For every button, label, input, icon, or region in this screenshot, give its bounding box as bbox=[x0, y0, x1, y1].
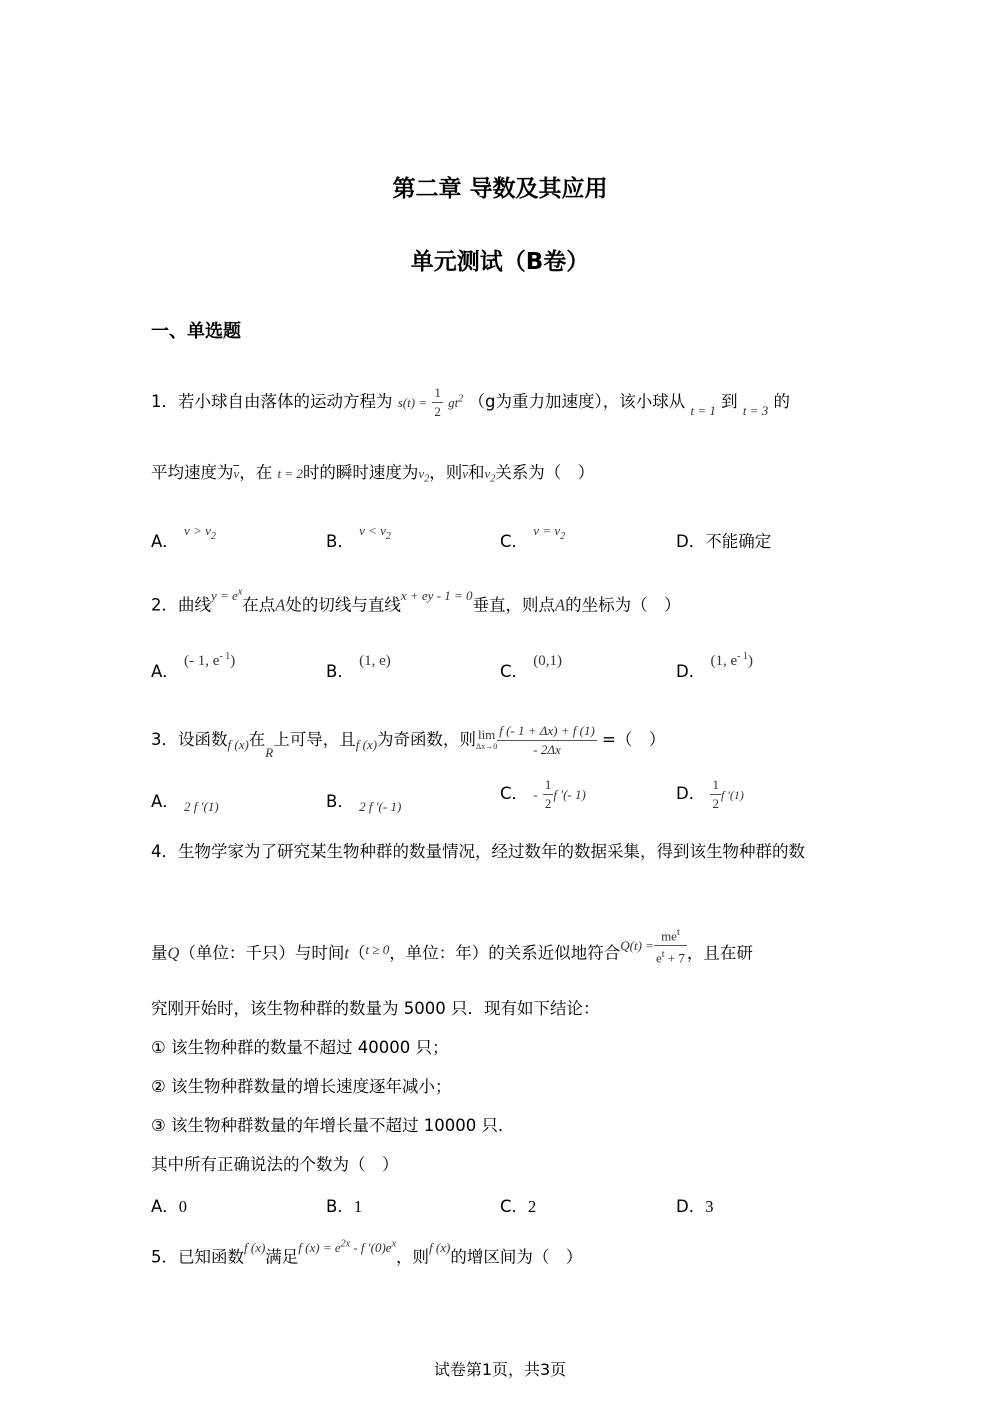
question-4-prompt: 其中所有正确说法的个数为（ ） bbox=[151, 1155, 399, 1174]
option-3b[interactable]: B． $_{2 f '(- 1)}$ bbox=[326, 792, 402, 814]
option-1d[interactable]: D．不能确定 bbox=[676, 532, 772, 551]
option-1b[interactable]: B． $^{v < v}_2$ bbox=[326, 523, 391, 551]
option-2b[interactable]: B． (1, e) bbox=[326, 653, 391, 681]
option-3a[interactable]: A． $_{2 f '(1)}$ bbox=[151, 792, 219, 814]
conclusion-1: ① 该生物种群的数量不超过 40000 只； bbox=[151, 1038, 449, 1057]
section-title: 一、单选题 bbox=[151, 321, 241, 342]
formula-v2: $v_2$ bbox=[418, 466, 430, 485]
formula-vbar: $\overline{v}$ bbox=[233, 466, 240, 481]
option-1a[interactable]: A． $^{v > v}_2$ bbox=[151, 523, 216, 551]
formula-fraction: $\frac{1}{2}$ bbox=[434, 385, 441, 419]
question-1-line-1: 1．若小球自由落体的运动方程为 s(t) = $\frac{1}{2}$ $gt^2$ （g为重力加速度），该小球从 $_{t = 1}$ 到 $_{t = 3}$ 的 bbox=[151, 385, 790, 419]
conclusion-2: ② 该生物种群数量的增长速度逐年减小； bbox=[151, 1077, 452, 1096]
option-4d[interactable]: D．3 bbox=[676, 1197, 714, 1216]
question-5-line-1: 5．已知函数$^{f (x)}$满足$^{f (x) = e^{2x} - f '(0)e^x}$，则$^{f (x)}$的增区间为（ ） bbox=[151, 1239, 583, 1267]
formula-limit-fraction: $\frac{f (- 1 + \Delta x) + f (1)}{- 2\Delta x}$ bbox=[499, 723, 595, 757]
question-3-line-1: 3．设函数$_{f (x)}$在$_R$上可导，且$_{f (x)}$为奇函数，则 lim Δx→0 $\frac{f (- 1 + \Delta x) + f (1)}{- 2\Delta x}$ =（ ） bbox=[151, 723, 666, 760]
question-4-line-2: 量Q（单位：千只）与时间t（$^{t \ge 0}$，单位：年）的关系近似地符合$^{Q(t) =}$ $\frac{me^t}{e^t + 7}$ ，且在研 bbox=[151, 932, 753, 976]
formula-s-t: s(t) = bbox=[397, 395, 428, 410]
option-4c[interactable]: C．2 bbox=[500, 1197, 537, 1216]
formula-Q-fraction: $\frac{me^t}{e^t + 7}$ bbox=[654, 924, 687, 968]
option-1c[interactable]: C． $^{v = v}_2$ bbox=[500, 523, 566, 551]
document-title: 第二章 导数及其应用 bbox=[392, 176, 608, 202]
question-1-line-2: 平均速度为$\overline{v}$，在 t = 2时的瞬时速度为$v_2$，则$\overline{v}$和$v_2$关系为（ ） bbox=[151, 463, 595, 485]
formula-f-condition: f (x) = e2x - f ′(0)ex bbox=[298, 1239, 397, 1256]
formula-line: x + ey - 1 = 0 bbox=[400, 588, 473, 604]
option-2d[interactable]: D． (1, $e^{- 1}$) bbox=[676, 651, 753, 681]
formula-t3: t = 3 bbox=[742, 403, 769, 418]
formula-limit: lim Δx→0 bbox=[476, 726, 498, 751]
document-subtitle: 单元测试（B卷） bbox=[410, 249, 590, 275]
option-4a[interactable]: A．0 bbox=[151, 1197, 188, 1216]
option-3d[interactable]: D． $\frac{1}{2}$ f ′(1) bbox=[676, 777, 744, 811]
question-4-line-3: 究刚开始时，该生物种群的数量为 5000 只．现有如下结论： bbox=[151, 999, 600, 1018]
option-2c[interactable]: C． (0,1) bbox=[500, 653, 563, 681]
option-4b[interactable]: B．1 bbox=[326, 1197, 363, 1216]
question-2-line-1: 2．曲线$^{y = e^x}$在点A处的切线与直线$^{x + ey - 1 = 0}$垂直，则点A的坐标为（ ） bbox=[151, 587, 681, 615]
option-2a[interactable]: A． (- 1, $e^{- 1}$) bbox=[151, 651, 236, 681]
conclusion-3: ③ 该生物种群数量的年增长量不超过 10000 只． bbox=[151, 1116, 515, 1135]
formula-t2: t = 2 bbox=[277, 466, 303, 481]
option-3c[interactable]: C． - $\frac{1}{2}$ f ′(- 1) bbox=[500, 777, 586, 811]
formula-Q-t: Q(t) = bbox=[620, 938, 654, 954]
question-4-line-1: 4．生物学家为了研究某生物种群的数量情况，经过数年的数据采集，得到该生物种群的数 bbox=[151, 842, 805, 861]
formula-curve: y = ex bbox=[211, 587, 243, 604]
formula-t1: t = 1 bbox=[690, 403, 716, 418]
page-footer: 试卷第1页，共3页 bbox=[433, 1360, 567, 1379]
